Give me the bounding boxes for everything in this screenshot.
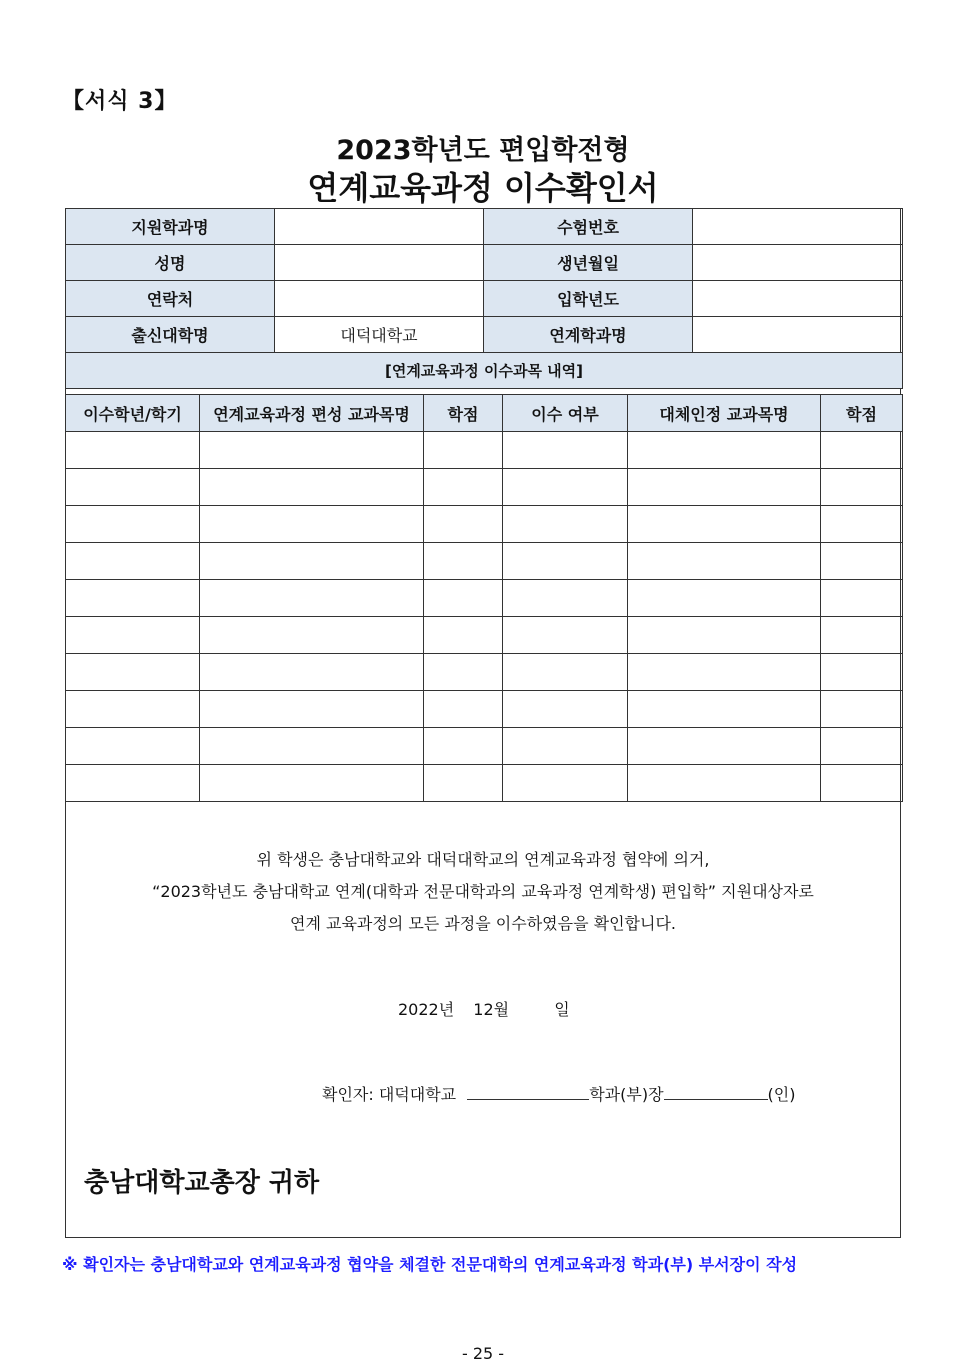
applicant-info-table [65, 208, 903, 389]
course-row [66, 765, 903, 802]
course-cell[interactable] [628, 543, 821, 580]
header-semester: 이수학년/학기 [66, 395, 200, 432]
date-year: 2022년 [398, 1000, 455, 1019]
course-cell[interactable] [66, 654, 200, 691]
course-cell[interactable] [424, 728, 503, 765]
course-section-row [66, 353, 903, 389]
course-cell[interactable] [503, 691, 628, 728]
date-month: 12월 [473, 1000, 510, 1019]
course-cell[interactable] [821, 543, 903, 580]
course-table [65, 394, 903, 802]
course-cell[interactable] [821, 469, 903, 506]
course-cell[interactable] [200, 580, 424, 617]
course-cell[interactable] [66, 728, 200, 765]
course-cell[interactable] [821, 691, 903, 728]
course-cell[interactable] [200, 691, 424, 728]
course-cell[interactable] [628, 617, 821, 654]
course-cell[interactable] [424, 765, 503, 802]
course-cell[interactable] [821, 728, 903, 765]
course-cell[interactable] [821, 765, 903, 802]
course-cell[interactable] [424, 432, 503, 469]
confirmer-prefix: 확인자: 대덕대학교 [322, 1085, 457, 1104]
course-cell[interactable] [628, 432, 821, 469]
course-cell[interactable] [628, 654, 821, 691]
course-cell[interactable] [628, 506, 821, 543]
title-line-1: 2023학년도 편입학전형 [336, 135, 630, 166]
course-cell[interactable] [503, 654, 628, 691]
header-completion: 이수 여부 [503, 395, 628, 432]
course-cell[interactable] [200, 543, 424, 580]
course-cell[interactable] [200, 432, 424, 469]
course-cell[interactable] [66, 765, 200, 802]
course-row [66, 617, 903, 654]
course-cell[interactable] [424, 580, 503, 617]
course-row [66, 543, 903, 580]
dept-value[interactable] [275, 209, 484, 245]
birth-value[interactable] [693, 245, 903, 281]
course-cell[interactable] [821, 617, 903, 654]
course-cell[interactable] [821, 654, 903, 691]
entry-year-label: 입학년도 [484, 281, 693, 317]
course-cell[interactable] [503, 580, 628, 617]
issue-date [398, 997, 570, 1020]
title-line-2: 연계교육과정 이수확인서 [307, 169, 659, 207]
course-cell[interactable] [66, 432, 200, 469]
course-cell[interactable] [200, 728, 424, 765]
school-value[interactable]: 대덕대학교 [275, 317, 484, 353]
course-cell[interactable] [821, 432, 903, 469]
course-row [66, 691, 903, 728]
course-row [66, 469, 903, 506]
header-credits: 학점 [424, 395, 503, 432]
statement-line-3: 연계 교육과정의 모든 과정을 이수하였음을 확인합니다. [289, 914, 676, 933]
course-row [66, 506, 903, 543]
course-cell[interactable] [821, 580, 903, 617]
dept-label: 지원학과명 [66, 209, 275, 245]
header-substitute-course: 대체인정 교과목명 [628, 395, 821, 432]
exam-no-label: 수험번호 [484, 209, 693, 245]
course-cell[interactable] [66, 469, 200, 506]
course-section-title: [연계교육과정 이수과목 내역] [66, 353, 903, 389]
birth-label: 생년월일 [484, 245, 693, 281]
course-cell[interactable] [628, 728, 821, 765]
info-row [66, 281, 903, 317]
course-cell[interactable] [424, 691, 503, 728]
statement-line-1: 위 학생은 충남대학교와 대덕대학교의 연계교육과정 협약에 의거, [256, 850, 710, 869]
header-course-name: 연계교육과정 편성 교과목명 [200, 395, 424, 432]
name-value[interactable] [275, 245, 484, 281]
course-cell[interactable] [503, 432, 628, 469]
course-row [66, 580, 903, 617]
course-cell[interactable] [200, 506, 424, 543]
linked-dept-value[interactable] [693, 317, 903, 353]
header-substitute-credits: 학점 [821, 395, 903, 432]
course-cell[interactable] [200, 617, 424, 654]
course-cell[interactable] [424, 543, 503, 580]
course-cell[interactable] [503, 506, 628, 543]
course-cell[interactable] [628, 469, 821, 506]
course-row [66, 728, 903, 765]
linked-dept-label: 연계학과명 [484, 317, 693, 353]
dept-name-blank[interactable] [467, 1085, 589, 1100]
addressee: 충남대학교총장 귀하 [84, 1168, 320, 1198]
info-row [66, 317, 903, 353]
course-cell[interactable] [200, 654, 424, 691]
course-cell[interactable] [66, 691, 200, 728]
info-row [66, 209, 903, 245]
course-cell[interactable] [200, 469, 424, 506]
dept-head-label: 학과(부)장 [589, 1085, 664, 1104]
course-header-row [66, 395, 903, 432]
course-cell[interactable] [66, 543, 200, 580]
course-cell[interactable] [503, 728, 628, 765]
contact-value[interactable] [275, 281, 484, 317]
date-day: 일 [554, 1000, 570, 1019]
form-label: 【서식 3】 [62, 89, 178, 114]
exam-no-value[interactable] [693, 209, 903, 245]
course-cell[interactable] [424, 469, 503, 506]
course-cell[interactable] [503, 543, 628, 580]
course-cell[interactable] [424, 506, 503, 543]
seal-label: (인) [767, 1085, 796, 1104]
course-cell[interactable] [628, 691, 821, 728]
statement-line-2: “2023학년도 충남대학교 연계(대학과 전문대학과의 교육과정 연계학생) 편입학” 지원대상자로 [152, 882, 814, 901]
course-cell[interactable] [628, 580, 821, 617]
course-row [66, 432, 903, 469]
contact-label: 연락처 [66, 281, 275, 317]
signer-name-blank[interactable] [664, 1085, 768, 1100]
course-cell[interactable] [503, 765, 628, 802]
course-cell[interactable] [66, 506, 200, 543]
school-label: 출신대학명 [66, 317, 275, 353]
course-cell[interactable] [424, 654, 503, 691]
course-cell[interactable] [628, 765, 821, 802]
confirmer-line [322, 1082, 795, 1105]
name-label: 성명 [66, 245, 275, 281]
course-cell[interactable] [503, 469, 628, 506]
course-cell[interactable] [66, 617, 200, 654]
info-row [66, 245, 903, 281]
course-cell[interactable] [821, 506, 903, 543]
course-cell[interactable] [424, 617, 503, 654]
course-row [66, 654, 903, 691]
course-cell[interactable] [200, 765, 424, 802]
course-cell[interactable] [66, 580, 200, 617]
footnote: ※ 확인자는 충남대학교와 연계교육과정 협약을 체결한 전문대학의 연계교육과정 학과(부) 부서장이 작성 [62, 1255, 798, 1274]
page-number: - 25 - [461, 1344, 505, 1363]
course-cell[interactable] [503, 617, 628, 654]
entry-year-value[interactable] [693, 281, 903, 317]
